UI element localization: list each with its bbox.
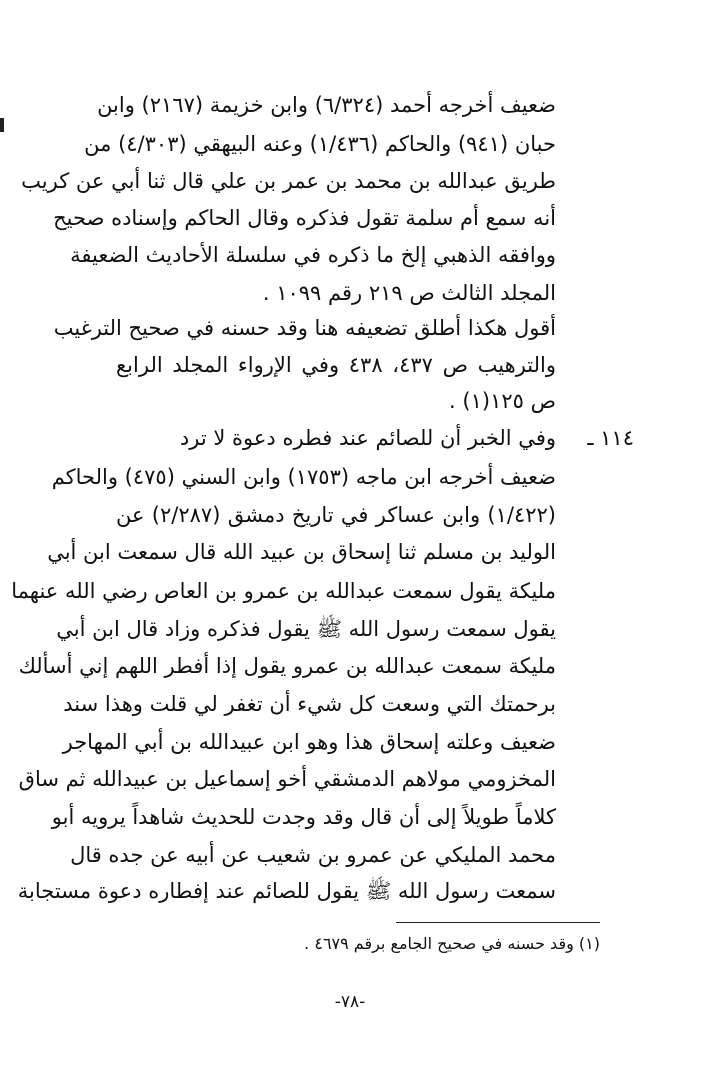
- text-line: ص ١٢٥(١) .: [449, 389, 556, 413]
- text-line: حبان (٩٤١) والحاكم (١/٤٣٦) وعنه البيهقي (٤/٣٠٣) من: [84, 132, 556, 156]
- margin-mark: [0, 118, 4, 132]
- text-line: الوليد بن مسلم ثنا إسحاق بن عبيد الله قال سمعت ابن أبي: [47, 540, 556, 564]
- text-line: أقول هكذا أطلق تضعيفه هنا وقد حسنه في صحيح الترغيب: [53, 316, 556, 340]
- text-line: كلاماً طويلاً إلى أن قال وقد وجدت للحديث شاهداً يرويه أبو: [51, 805, 556, 829]
- text-line: مليكة سمعت عبدالله بن عمرو يقول إذا أفطر اللهم إني أسألك: [18, 654, 556, 678]
- page-number: -٧٨-: [334, 992, 366, 1012]
- text-line: المجلد الثالث ص ٢١٩ رقم ١٠٩٩ .: [262, 281, 556, 305]
- footnote-separator: [396, 922, 600, 923]
- hadith-title: وفي الخبر أن للصائم عند فطره دعوة لا ترد: [179, 426, 556, 450]
- text-line: سمعت رسول الله ﷺ يقول للصائم عند إفطاره دعوة مستجابة: [17, 879, 556, 903]
- text-line: ووافقه الذهبي إلخ ما ذكره في سلسلة الأحاديث الضعيفة: [70, 243, 556, 267]
- text-line: مليكة يقول سمعت عبدالله بن عمرو بن العاص رضي الله عنهما: [11, 579, 556, 603]
- text-line: المخزومي مولاهم الدمشقي أخو إسماعيل بن عبيدالله ثم ساق: [18, 767, 556, 791]
- text-line: (١/٤٢٢) وابن عساكر في تاريخ دمشق (٢/٢٨٧) عن: [116, 503, 556, 527]
- text-line: ضعيف أخرجه ابن ماجه (١٧٥٣) وابن السني (٤٧٥) والحاكم: [51, 465, 556, 489]
- hadith-number: ١١٤ ـ: [587, 426, 634, 450]
- footnote: (١) وقد حسنه في صحيح الجامع برقم ٤٦٧٩ .: [304, 934, 600, 953]
- text-line: برحمتك التي وسعت كل شيء أن تغفر لي قلت وهذا سند: [63, 692, 556, 716]
- text-line: محمد المليكي عن عمرو بن شعيب عن أبيه عن جده قال: [70, 843, 556, 867]
- text-line: يقول سمعت رسول الله ﷺ يقول فذكره وزاد قال ابن أبي: [56, 617, 556, 641]
- text-line: ضعيف أخرجه أحمد (٦/٣٢٤) وابن خزيمة (٢١٦٧) وابن: [97, 93, 556, 117]
- text-line: ضعيف وعلته إسحاق هذا وهو ابن عبيدالله بن أبي المهاجر: [62, 730, 556, 754]
- text-line: أنه سمع أم سلمة تقول فذكره وقال الحاكم وإسناده صحيح: [53, 206, 556, 230]
- text-line: والترهيب ص ٤٣٧، ٤٣٨ وفي الإرواء المجلد الرابع: [116, 353, 556, 377]
- text-line: طريق عبدالله بن محمد بن عمر بن علي قال ثنا أبي عن كريب: [21, 169, 556, 193]
